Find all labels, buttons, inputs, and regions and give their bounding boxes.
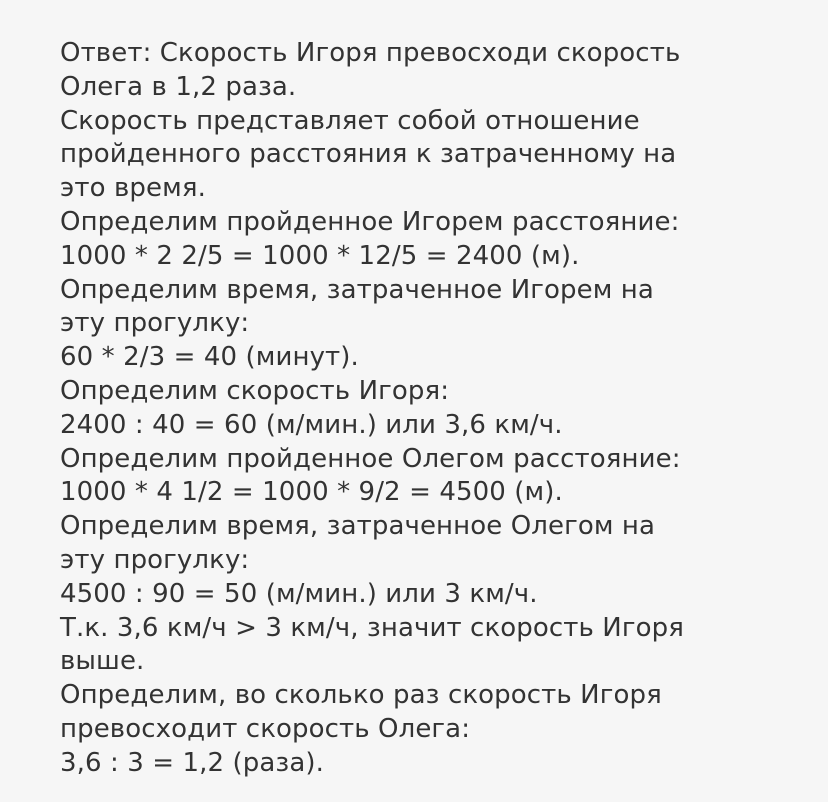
- calculation-line: 60 * 2/3 = 40 (минут).: [60, 342, 359, 373]
- text-line: пройденного расстояния к затраченному на: [60, 139, 677, 170]
- text-line: выше.: [60, 646, 145, 677]
- text-line: Определим, во сколько раз скорость Игоря: [60, 680, 662, 711]
- text-line: это время.: [60, 173, 206, 204]
- calculation-line: 2400 : 40 = 60 (м/мин.) или 3,6 км/ч.: [60, 409, 563, 440]
- text-line: Определим пройденное Олегом расстояние:: [60, 443, 681, 474]
- text-line: превосходит скорость Олега:: [60, 713, 471, 744]
- answer-line: Ответ: Скорость Игоря превосходи скорость: [60, 38, 681, 68]
- text-line: Определим скорость Игоря:: [60, 375, 450, 406]
- text-line: Определим время, затраченное Олегом на: [60, 511, 656, 542]
- calculation-line: 4500 : 90 = 50 (м/мин.) или 3 км/ч.: [60, 578, 538, 609]
- calculation-line: 3,6 : 3 = 1,2 (раза).: [60, 747, 324, 778]
- answer-line-continued: Олега в 1,2 раза.: [60, 71, 297, 102]
- text-line: Скорость представляет собой отношение: [60, 105, 640, 136]
- text-line: Определим время, затраченное Игорем на: [60, 274, 654, 305]
- calculation-line: 1000 * 2 2/5 = 1000 * 12/5 = 2400 (м).: [60, 240, 580, 271]
- text-line: Т.к. 3,6 км/ч > 3 км/ч, значит скорость Игоря: [60, 612, 684, 643]
- text-line: Определим пройденное Игорем расстояние:: [60, 206, 680, 237]
- text-line: эту прогулку:: [60, 308, 250, 339]
- text-line: эту прогулку:: [60, 544, 250, 575]
- calculation-line: 1000 * 4 1/2 = 1000 * 9/2 = 4500 (м).: [60, 477, 563, 508]
